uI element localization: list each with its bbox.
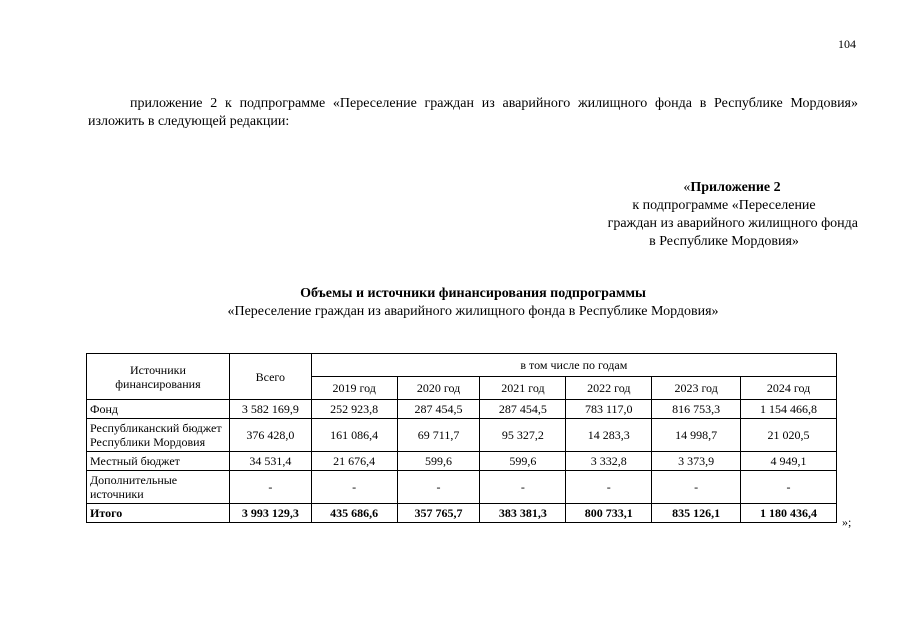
header-year: 2020 год	[397, 377, 480, 400]
row-source: Фонд	[87, 400, 230, 419]
cell-value: 816 753,3	[652, 400, 741, 419]
section-heading	[88, 285, 858, 321]
header-year: 2021 год	[480, 377, 566, 400]
row-source: Местный бюджет	[87, 452, 230, 471]
cell-value: 1 154 466,8	[741, 400, 837, 419]
table-row	[87, 419, 837, 452]
cell-value: -	[311, 471, 397, 504]
intro-paragraph: приложение 2 к подпрограмме «Переселение граждан из аварийного жилищного фонда в Республике Мордовия» изложить в следующей редакции:	[88, 96, 858, 129]
cell-value: 1 180 436,4	[741, 504, 837, 523]
appendix-title-line	[560, 179, 858, 197]
appendix-open-quote: «	[683, 180, 691, 195]
appendix-title: Приложение 2	[690, 180, 781, 195]
cell-value: 14 998,7	[652, 419, 741, 452]
header-year: 2023 год	[652, 377, 741, 400]
row-total: 376 428,0	[229, 419, 311, 452]
cell-value: 69 711,7	[397, 419, 480, 452]
row-total: 34 531,4	[229, 452, 311, 471]
cell-value: 435 686,6	[311, 504, 397, 523]
cell-value: 287 454,5	[480, 400, 566, 419]
cell-value: 161 086,4	[311, 419, 397, 452]
cell-value: 95 327,2	[480, 419, 566, 452]
table-header-row	[87, 354, 837, 377]
cell-value: 599,6	[480, 452, 566, 471]
cell-value: 3 373,9	[652, 452, 741, 471]
row-source: Республиканский бюджет Республики Мордовия	[87, 419, 230, 452]
cell-value: 383 381,3	[480, 504, 566, 523]
cell-value: 21 020,5	[741, 419, 837, 452]
row-source: Итого	[87, 504, 230, 523]
page-number: 104	[838, 37, 856, 51]
table-row	[87, 471, 837, 504]
row-source: Дополнительные источники	[87, 471, 230, 504]
cell-value: 800 733,1	[566, 504, 652, 523]
cell-value: 783 117,0	[566, 400, 652, 419]
cell-value: 835 126,1	[652, 504, 741, 523]
cell-value: 14 283,3	[566, 419, 652, 452]
row-total: -	[229, 471, 311, 504]
cell-value: -	[741, 471, 837, 504]
header-year: 2022 год	[566, 377, 652, 400]
row-total: 3 582 169,9	[229, 400, 311, 419]
cell-value: 3 332,8	[566, 452, 652, 471]
heading-title: Объемы и источники финансирования подпрограммы	[300, 286, 646, 301]
header-total: Всего	[229, 354, 311, 400]
header-year: 2024 год	[741, 377, 837, 400]
appendix-line-1: к подпрограмме «Переселение	[632, 198, 816, 213]
cell-value: 252 923,8	[311, 400, 397, 419]
header-year: 2019 год	[311, 377, 397, 400]
cell-value: 357 765,7	[397, 504, 480, 523]
table-row	[87, 400, 837, 419]
cell-value: 21 676,4	[311, 452, 397, 471]
cell-value: 4 949,1	[741, 452, 837, 471]
closing-quote: »;	[842, 515, 852, 529]
cell-value: -	[397, 471, 480, 504]
cell-value: 599,6	[397, 452, 480, 471]
header-source: Источники финансирования	[87, 354, 230, 400]
cell-value: -	[566, 471, 652, 504]
cell-value: -	[652, 471, 741, 504]
table-row-total	[87, 504, 837, 523]
header-years-group: в том числе по годам	[311, 354, 836, 377]
appendix-line-3: в Республике Мордовия»	[649, 234, 799, 249]
appendix-header	[560, 179, 858, 251]
row-total: 3 993 129,3	[229, 504, 311, 523]
funding-table	[86, 353, 837, 523]
appendix-line-2: граждан из аварийного жилищного фонда	[607, 216, 858, 231]
heading-subtitle: «Переселение граждан из аварийного жилищного фонда в Республике Мордовия»	[227, 304, 719, 319]
table-row	[87, 452, 837, 471]
cell-value: 287 454,5	[397, 400, 480, 419]
cell-value: -	[480, 471, 566, 504]
